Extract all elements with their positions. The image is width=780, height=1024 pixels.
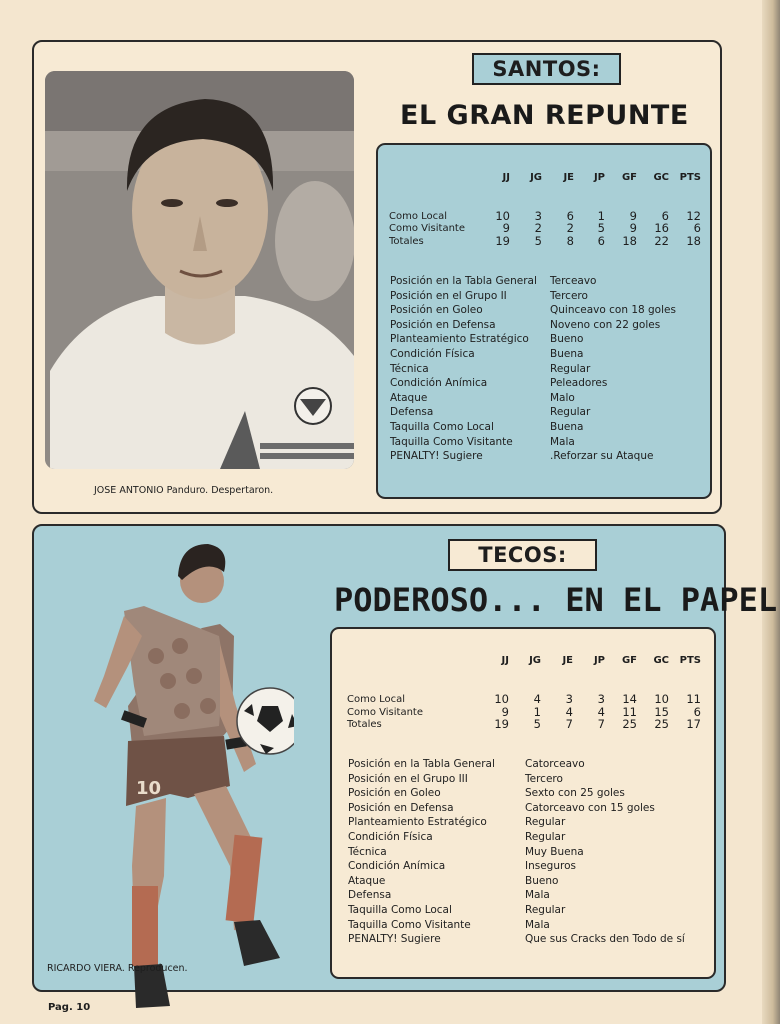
stat-value: Regular <box>550 363 591 375</box>
record-cell: 4 <box>565 705 573 719</box>
record-cell: 6 <box>597 234 605 248</box>
stat-value: Inseguros <box>525 860 576 872</box>
stat-value: Mala <box>525 919 550 931</box>
record-cell: 25 <box>622 717 637 731</box>
tecos-photo-caption: RICARDO VIERA. Reproducen. <box>47 963 188 974</box>
record-cell: 5 <box>597 221 605 235</box>
stat-value: Catorceavo con 15 goles <box>525 802 655 814</box>
stat-label: Taquilla Como Visitante <box>390 436 513 448</box>
record-row-label: Totales <box>389 236 424 247</box>
stat-value: .Reforzar su Ataque <box>550 450 654 462</box>
record-cell: 10 <box>654 692 669 706</box>
page-number: Pag. 10 <box>48 1002 91 1013</box>
record-cell: 10 <box>495 209 510 223</box>
record-cell: 9 <box>629 221 637 235</box>
tecos-team-tag: TECOS: <box>448 539 597 571</box>
stat-label: Posición en la Tabla General <box>348 758 495 770</box>
stat-value: Quinceavo con 18 goles <box>550 304 676 316</box>
record-row-label: Como Visitante <box>389 223 465 234</box>
record-cell: 4 <box>533 692 541 706</box>
record-cell: 5 <box>533 717 541 731</box>
stat-value: Sexto con 25 goles <box>525 787 625 799</box>
stat-value: Regular <box>525 904 566 916</box>
stat-value: Terceavo <box>550 275 597 287</box>
stat-label: Condición Física <box>390 348 475 360</box>
record-row-label: Como Local <box>347 694 406 705</box>
record-cell: 6 <box>693 705 701 719</box>
column-header-gc: GC <box>653 172 669 183</box>
tecos-headline: PODEROSO... EN EL PAPEL <box>334 581 778 619</box>
stat-label: Taquilla Como Local <box>348 904 452 916</box>
santos-headline: EL GRAN REPUNTE <box>400 100 689 131</box>
record-cell: 2 <box>534 221 542 235</box>
stat-label: Condición Física <box>348 831 433 843</box>
record-cell: 16 <box>654 221 669 235</box>
record-cell: 3 <box>565 692 573 706</box>
column-header-je: JE <box>563 172 574 183</box>
stat-label: Técnica <box>348 846 387 858</box>
record-cell: 4 <box>597 705 605 719</box>
record-cell: 9 <box>501 705 509 719</box>
svg-text:10: 10 <box>136 778 162 799</box>
santos-player-photo <box>45 71 354 469</box>
stat-value: Tercero <box>550 290 588 302</box>
record-cell: 2 <box>566 221 574 235</box>
column-header-gf: GF <box>621 655 637 666</box>
stat-value: Que sus Cracks den Todo de sí <box>525 933 685 945</box>
record-cell: 7 <box>565 717 573 731</box>
stat-value: Muy Buena <box>525 846 584 858</box>
record-cell: 19 <box>494 717 509 731</box>
stat-label: Ataque <box>348 875 386 887</box>
column-header-gf: GF <box>621 172 637 183</box>
stat-label: Posición en el Grupo III <box>348 773 468 785</box>
stat-label: Posición en Goleo <box>348 787 441 799</box>
stat-value: Malo <box>550 392 575 404</box>
record-cell: 11 <box>622 705 637 719</box>
stat-label: Posición en Defensa <box>390 319 496 331</box>
column-header-je: JE <box>562 655 573 666</box>
stat-label: Posición en la Tabla General <box>390 275 537 287</box>
stat-label: Posición en el Grupo II <box>390 290 507 302</box>
record-cell: 1 <box>597 209 605 223</box>
column-header-pts: PTS <box>679 655 701 666</box>
stat-value: Regular <box>525 831 566 843</box>
stat-value: Buena <box>550 421 584 433</box>
record-cell: 15 <box>654 705 669 719</box>
record-cell: 11 <box>686 692 701 706</box>
stat-label: Posición en Defensa <box>348 802 454 814</box>
record-cell: 3 <box>597 692 605 706</box>
page-edge <box>762 0 780 1024</box>
stat-value: Peleadores <box>550 377 608 389</box>
stat-label: Condición Anímica <box>348 860 446 872</box>
column-header-gc: GC <box>653 655 669 666</box>
record-cell: 10 <box>494 692 509 706</box>
record-cell: 18 <box>686 234 701 248</box>
stat-label: Planteamiento Estratégico <box>390 333 529 345</box>
record-cell: 6 <box>566 209 574 223</box>
column-header-jp: JP <box>593 172 605 183</box>
santos-team-tag: SANTOS: <box>472 53 621 85</box>
record-cell: 25 <box>654 717 669 731</box>
record-cell: 12 <box>686 209 701 223</box>
stat-label: Técnica <box>390 363 429 375</box>
record-row-label: Como Local <box>389 211 448 222</box>
stat-value: Catorceavo <box>525 758 585 770</box>
column-header-pts: PTS <box>679 172 701 183</box>
record-cell: 18 <box>622 234 637 248</box>
stat-label: Defensa <box>390 406 434 418</box>
record-cell: 1 <box>533 705 541 719</box>
stat-value: Tercero <box>525 773 563 785</box>
column-header-jg: JG <box>530 172 542 183</box>
stat-value: Noveno con 22 goles <box>550 319 661 331</box>
stat-label: Posición en Goleo <box>390 304 483 316</box>
stat-value: Regular <box>525 816 566 828</box>
stat-value: Regular <box>550 406 591 418</box>
stat-label: Defensa <box>348 889 392 901</box>
stat-label: Taquilla Como Visitante <box>348 919 471 931</box>
record-cell: 6 <box>661 209 669 223</box>
column-header-jp: JP <box>593 655 605 666</box>
column-header-jj: JJ <box>502 172 510 183</box>
record-cell: 17 <box>686 717 701 731</box>
record-cell: 6 <box>693 221 701 235</box>
record-cell: 19 <box>495 234 510 248</box>
record-cell: 22 <box>654 234 669 248</box>
record-cell: 8 <box>566 234 574 248</box>
stat-label: Ataque <box>390 392 428 404</box>
record-cell: 14 <box>622 692 637 706</box>
record-row-label: Totales <box>347 719 382 730</box>
stat-value: Mala <box>525 889 550 901</box>
record-cell: 7 <box>597 717 605 731</box>
stat-value: Mala <box>550 436 575 448</box>
record-row-label: Como Visitante <box>347 707 423 718</box>
stat-label: PENALTY! Sugiere <box>348 933 441 945</box>
stat-label: Planteamiento Estratégico <box>348 816 487 828</box>
record-cell: 5 <box>534 234 542 248</box>
record-cell: 9 <box>629 209 637 223</box>
stat-value: Bueno <box>550 333 584 345</box>
stat-value: Bueno <box>525 875 559 887</box>
tecos-player-photo <box>84 536 294 1014</box>
stat-label: PENALTY! Sugiere <box>390 450 483 462</box>
stat-label: Taquilla Como Local <box>390 421 494 433</box>
santos-photo-caption: JOSE ANTONIO Panduro. Despertaron. <box>94 485 274 496</box>
column-header-jg: JG <box>529 655 541 666</box>
column-header-jj: JJ <box>501 655 509 666</box>
stat-label: Condición Anímica <box>390 377 488 389</box>
record-cell: 9 <box>502 221 510 235</box>
stat-value: Buena <box>550 348 584 360</box>
record-cell: 3 <box>534 209 542 223</box>
